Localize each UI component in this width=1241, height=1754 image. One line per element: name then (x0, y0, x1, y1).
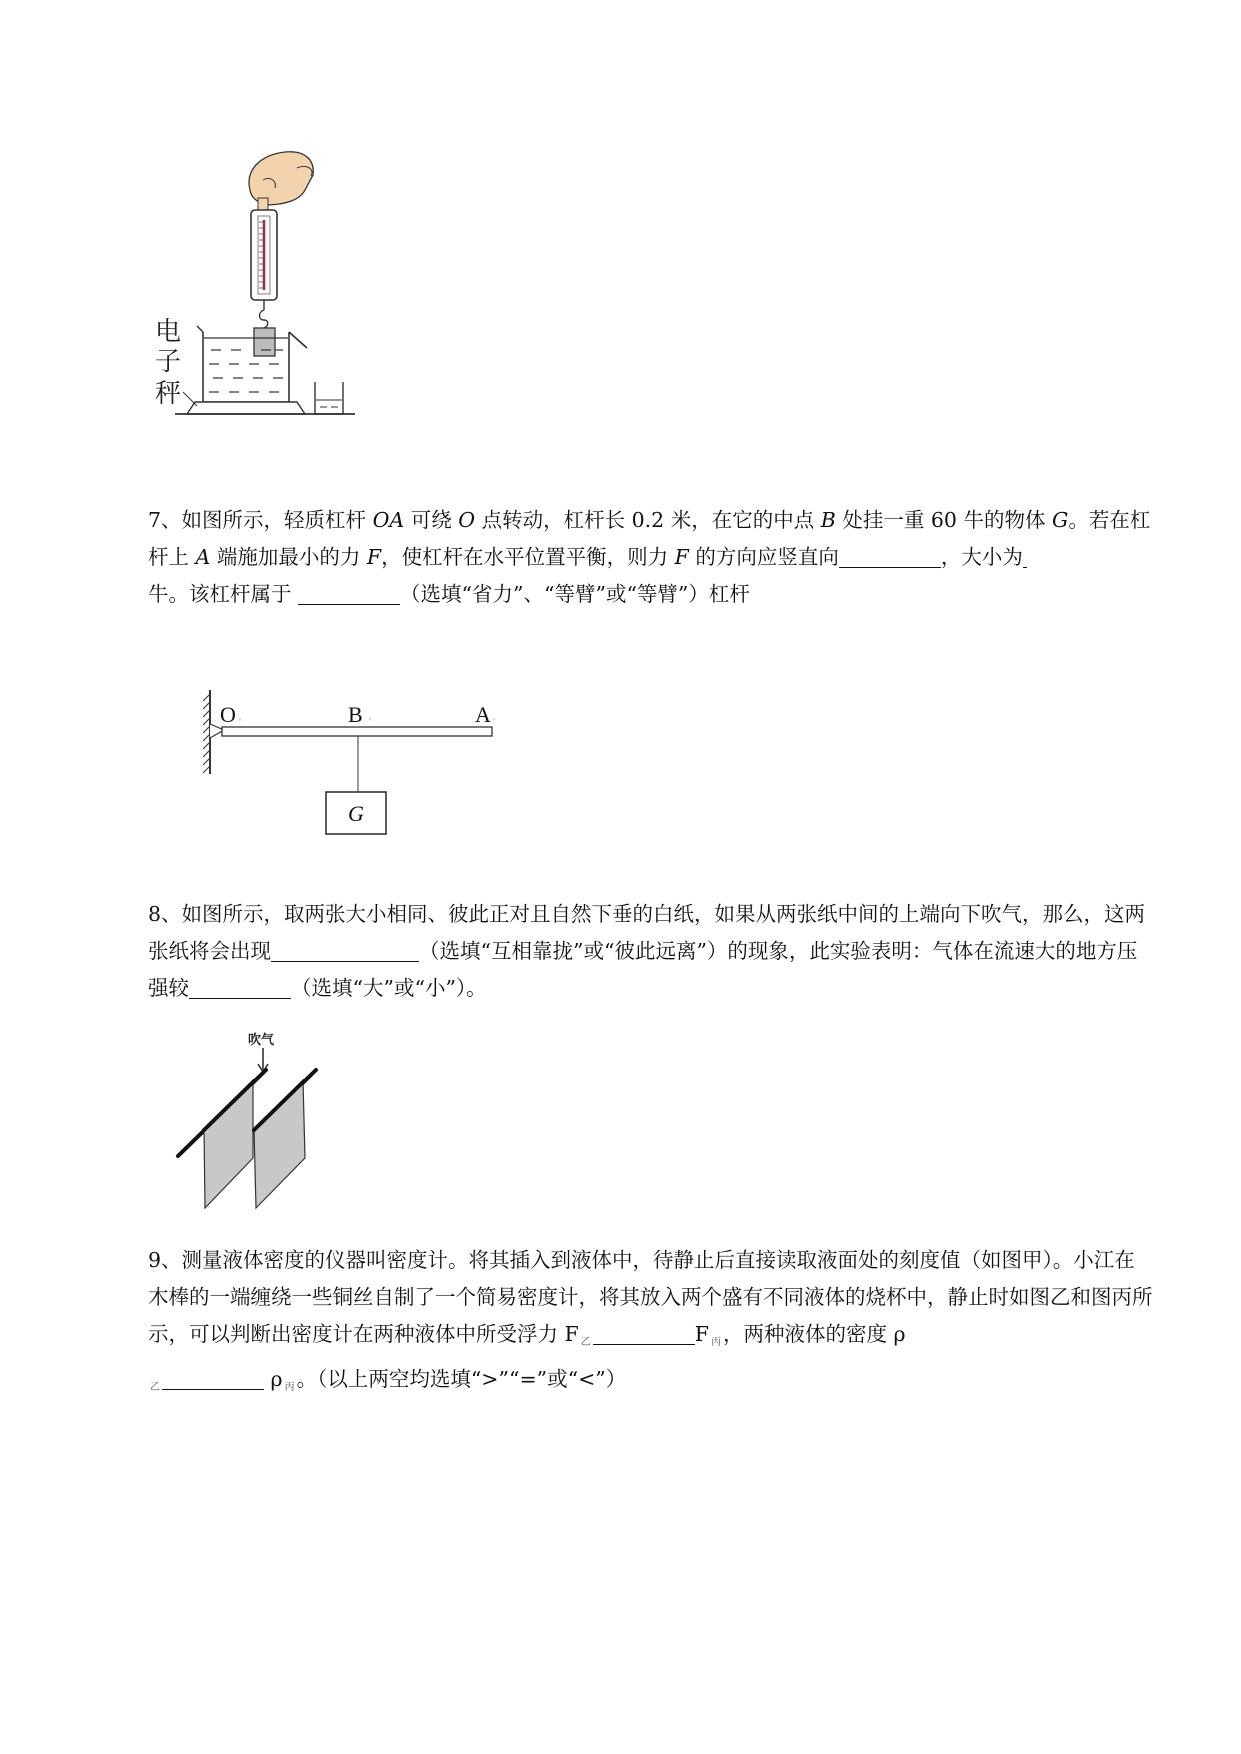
q7-text: ，大小为 (940, 545, 1023, 569)
svg-text:◦: ◦ (238, 716, 243, 724)
q7-var-a: A (195, 545, 211, 569)
q7-text: 的方向应竖直向 (688, 545, 839, 569)
metal-block (254, 328, 275, 356)
q9-text: ，两种液体的密度 ρ (722, 1322, 906, 1346)
answer-blank-pressure[interactable] (189, 976, 291, 999)
q7-var-g: G (1051, 508, 1069, 532)
q7-var-f: F (674, 545, 689, 569)
answer-blank-magnitude[interactable] (1023, 545, 1027, 568)
q9-text: F (694, 1322, 709, 1346)
q7-var-f: F (366, 545, 382, 569)
blow-label: 吹气 (248, 1033, 275, 1048)
scale-label-char: 电 (155, 317, 182, 347)
question-number: 9、 (148, 1248, 182, 1272)
wall (203, 690, 210, 774)
q7-text: 。若在杠杆上 (148, 508, 1151, 569)
q8-text: （选填“大”或“小”）。 (291, 976, 487, 1000)
hand-icon (249, 152, 313, 210)
q9-text: 测量液体密度的仪器叫密度计。将其插入到液体中，待静止后直接读取液面处的刻度值（如图甲）。小江在木棒的一端缠绕一些铜丝自制了一个简易密度计，将其放入两个盛有不同液体的烧杯中，静止时如图乙和图丙所示，可以判断出密度计在两种液体中所受浮力 F (148, 1248, 1153, 1346)
q7-text: 可绕 (404, 508, 459, 532)
paper-sheet-right (254, 1081, 305, 1208)
scale-label-char: 秤 (155, 379, 182, 409)
lever-figure (200, 688, 510, 848)
question-9 (148, 1242, 1153, 1406)
paper-sheet-left (204, 1081, 253, 1208)
svg-text:◦: ◦ (368, 716, 373, 724)
q7-text: 牛。该杠杆属于 (148, 582, 299, 606)
q8-text: （选填“互相靠拢”或“彼此远离”）的现象，此实验表明：气体在流速大的地方压强较 (148, 939, 1138, 1000)
lever-bar (222, 727, 492, 736)
beaker-with-spout (197, 326, 307, 402)
lever-label-a: A (475, 702, 491, 727)
q8-text: 如图所示，取两张大小相同、彼此正对且自然下垂的白纸，如果从两张纸中间的上端向下吹气，那么，这两张纸将会出现 (148, 902, 1146, 963)
answer-blank-density[interactable] (162, 1367, 264, 1390)
subscript-yi: 乙 (150, 1382, 160, 1393)
subscript-yi: 乙 (580, 1337, 591, 1348)
question-8 (148, 896, 1153, 1007)
electronic-scale (175, 402, 355, 414)
q9-text: 。（以上两空均选填“>”“=”或“<”） (296, 1367, 627, 1391)
q7-text: ，使杠杆在水平位置平衡，则力 (381, 545, 675, 569)
q9-text: ρ (264, 1367, 283, 1391)
answer-blank-phenomenon[interactable] (271, 939, 419, 962)
q7-var-o: O (458, 508, 476, 532)
small-beaker (315, 382, 343, 414)
q7-var-oa: OA (372, 508, 405, 532)
subscript-bing: 丙 (284, 1382, 295, 1393)
q7-text: （选填“省力”、“等臂”或“等臂”）杠杆 (400, 582, 750, 606)
q7-text: 端施加最小的力 (210, 545, 367, 569)
svg-text:◦: ◦ (492, 716, 497, 724)
q7-text: 点转动，杠杆长 0.2 米，在它的中点 (475, 508, 821, 532)
subscript-bing: 丙 (710, 1337, 721, 1348)
q7-text: 处挂一重 60 牛的物体 (835, 508, 1052, 532)
answer-blank-lever-type[interactable] (298, 582, 400, 605)
lever-label-o: O (220, 702, 236, 727)
q7-var-b: B (820, 508, 836, 532)
spring-scale-figure (155, 150, 405, 470)
question-number: 7、 (148, 508, 182, 532)
answer-blank-direction[interactable] (839, 545, 941, 568)
question-7 (148, 502, 1153, 613)
q7-text: 如图所示，轻质杠杆 (181, 508, 373, 532)
lever-label-b: B (348, 702, 363, 727)
spring-balance (251, 210, 277, 328)
answer-blank-buoyancy[interactable] (593, 1322, 695, 1345)
weight-label-g: G (348, 801, 364, 826)
paper-blow-figure (168, 1030, 358, 1210)
scale-label-char: 子 (155, 347, 182, 377)
question-number: 8、 (148, 902, 182, 926)
